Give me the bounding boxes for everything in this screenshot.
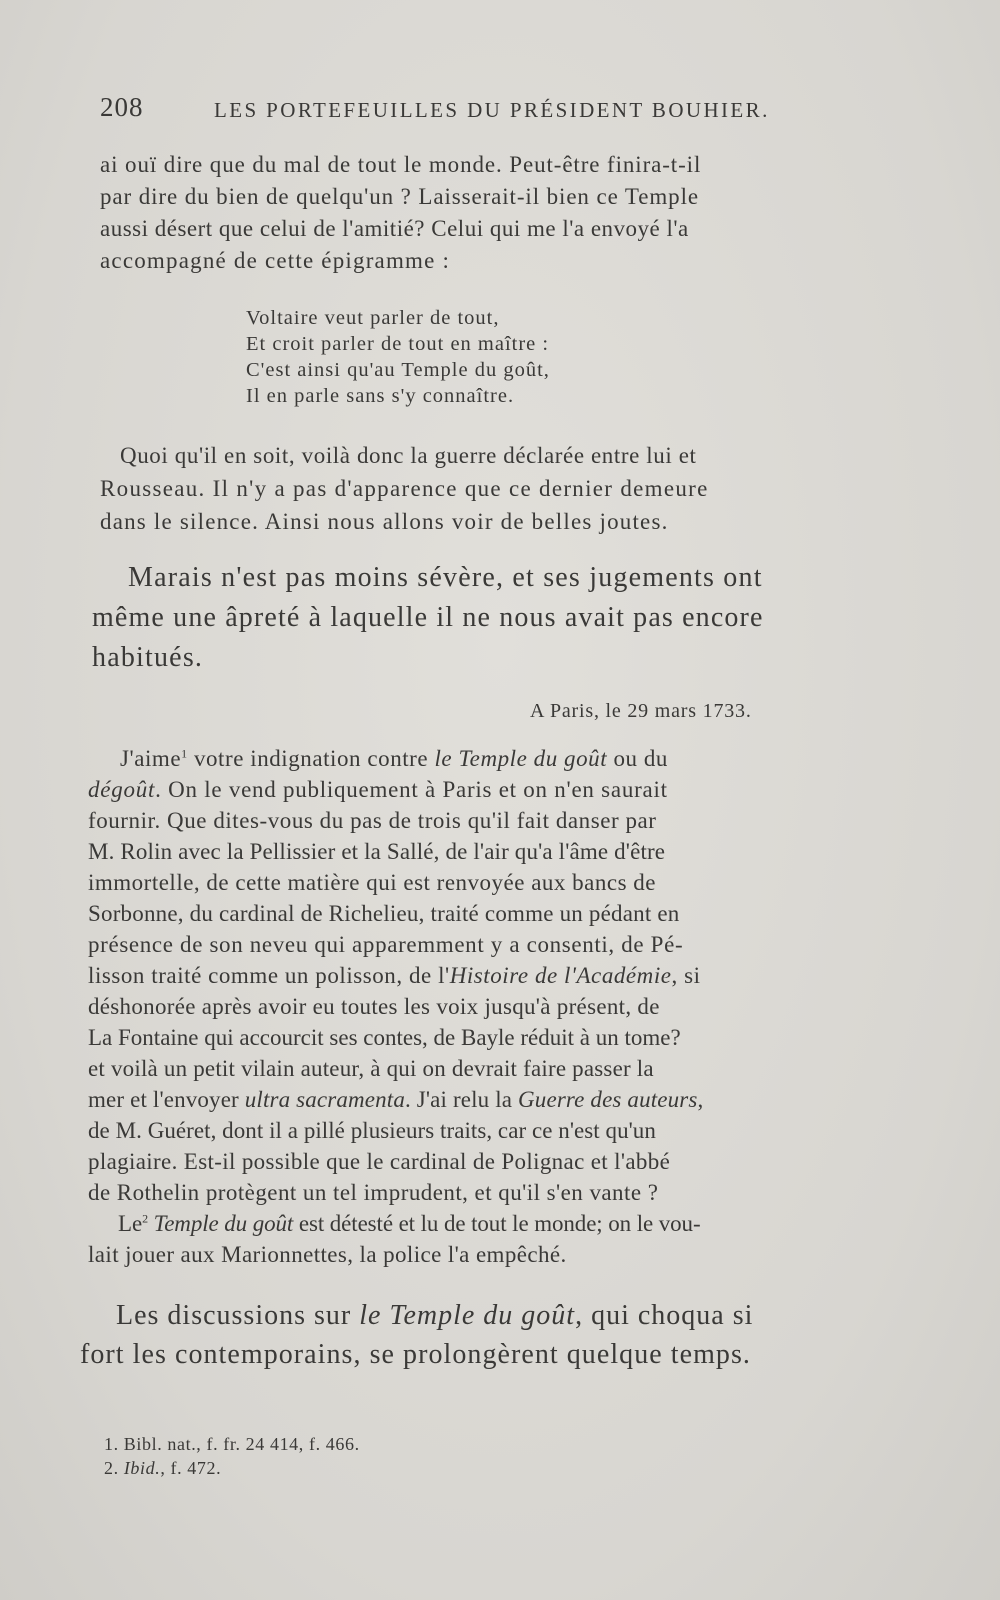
text-line: plagiaire. Est-il possible que le cardinal de Polignac et l'abbé: [88, 1149, 671, 1174]
text-line: fort les contemporains, se prolongèrent quelque temps.: [80, 1339, 751, 1370]
text-line: de Rothelin protègent un tel imprudent, et qu'il s'en vante ?: [88, 1180, 659, 1205]
footnote-2: 2. Ibid., f. 472.: [104, 1458, 222, 1478]
footnote-ref-1[interactable]: 1: [181, 746, 188, 761]
text-line: Le$^2$ Temple du goût est détesté et lu de tout le monde; on le vou-: [118, 1211, 701, 1236]
text-line: Les discussions sur le Temple du goût, qui choqua si: [116, 1300, 754, 1331]
footnote-1: 1. Bibl. nat., f. fr. 24 414, f. 466.: [104, 1434, 360, 1454]
page-number: 208: [100, 92, 144, 122]
text-line: mer et l'envoyer ultra sacramenta. J'ai relu la Guerre des auteurs,: [88, 1087, 704, 1112]
letter-dateline: A Paris, le 29 mars 1733.: [530, 700, 752, 722]
page-header: [100, 92, 900, 132]
commentary-paragraph-2: [80, 1300, 910, 1390]
epigram-verse: [246, 307, 666, 417]
text-line: lisson traité comme un polisson, de l'Histoire de l'Académie, si: [88, 963, 701, 988]
text-line: aussi désert que celui de l'amitié? Celui qui me l'a envoyé l'a: [100, 216, 689, 241]
text-line: déshonorée après avoir eu toutes les voix jusqu'à présent, de: [88, 994, 660, 1019]
running-title: LES PORTEFEUILLES DU PRÉSIDENT BOUHIER.: [214, 98, 770, 122]
text-line: Marais n'est pas moins sévère, et ses jugements ont: [128, 562, 763, 593]
text-line: Rousseau. Il n'y a pas d'apparence que ce dernier demeure: [100, 476, 709, 501]
paragraph-1: [100, 152, 900, 282]
letter-body: [88, 746, 908, 1306]
text-line: lait jouer aux Marionnettes, la police l'a empêché.: [88, 1242, 567, 1267]
text-line: et voilà un petit vilain auteur, à qui on devrait faire passer la: [88, 1056, 654, 1081]
text-line: de M. Guéret, dont il a pillé plusieurs traits, car ce n'est qu'un: [88, 1118, 656, 1143]
text-line: Quoi qu'il en soit, voilà donc la guerre déclarée entre lui et: [120, 443, 697, 468]
text-line: même une âpreté à laquelle il ne nous avait pas encore: [92, 602, 764, 633]
text-line: dans le silence. Ainsi nous allons voir de belles joutes.: [100, 509, 669, 534]
footnotes: [104, 1434, 604, 1494]
text-line: accompagné de cette épigramme :: [100, 248, 451, 273]
text-line: fournir. Que dites-vous du pas de trois qu'il fait danser par: [88, 808, 657, 833]
text-line: J'aime$^1$ votre indignation contre le Temple du goût ou du: [120, 746, 668, 771]
commentary-paragraph-1: [92, 562, 902, 692]
text-line: La Fontaine qui accourcit ses contes, de Bayle réduit à un tome?: [88, 1025, 681, 1050]
text-line: habitués.: [92, 642, 204, 673]
verse-line: Et croit parler de tout en maître :: [246, 333, 550, 355]
text-line: par dire du bien de quelqu'un ? Laisserait-il bien ce Temple: [100, 184, 699, 209]
paragraph-2: [100, 443, 900, 543]
text-line: dégoût. On le vend publiquement à Paris et on n'en saurait: [88, 777, 668, 802]
text-line: immortelle, de cette matière qui est renvoyée aux bancs de: [88, 870, 656, 895]
footnote-ref-2[interactable]: 2: [142, 1211, 148, 1226]
text-line: Sorbonne, du cardinal de Richelieu, traité comme un pédant en: [88, 901, 680, 926]
verse-line: Voltaire veut parler de tout,: [246, 307, 500, 329]
verse-line: C'est ainsi qu'au Temple du goût,: [246, 359, 550, 381]
text-line: ai ouï dire que du mal de tout le monde. Peut-être finira-t-il: [100, 152, 702, 177]
text-line: présence de son neveu qui apparemment y a consenti, de Pé-: [88, 932, 684, 957]
text-line: M. Rolin avec la Pellissier et la Sallé, de l'air qu'a l'âme d'être: [88, 839, 666, 864]
verse-line: Il en parle sans s'y connaître.: [246, 385, 515, 407]
